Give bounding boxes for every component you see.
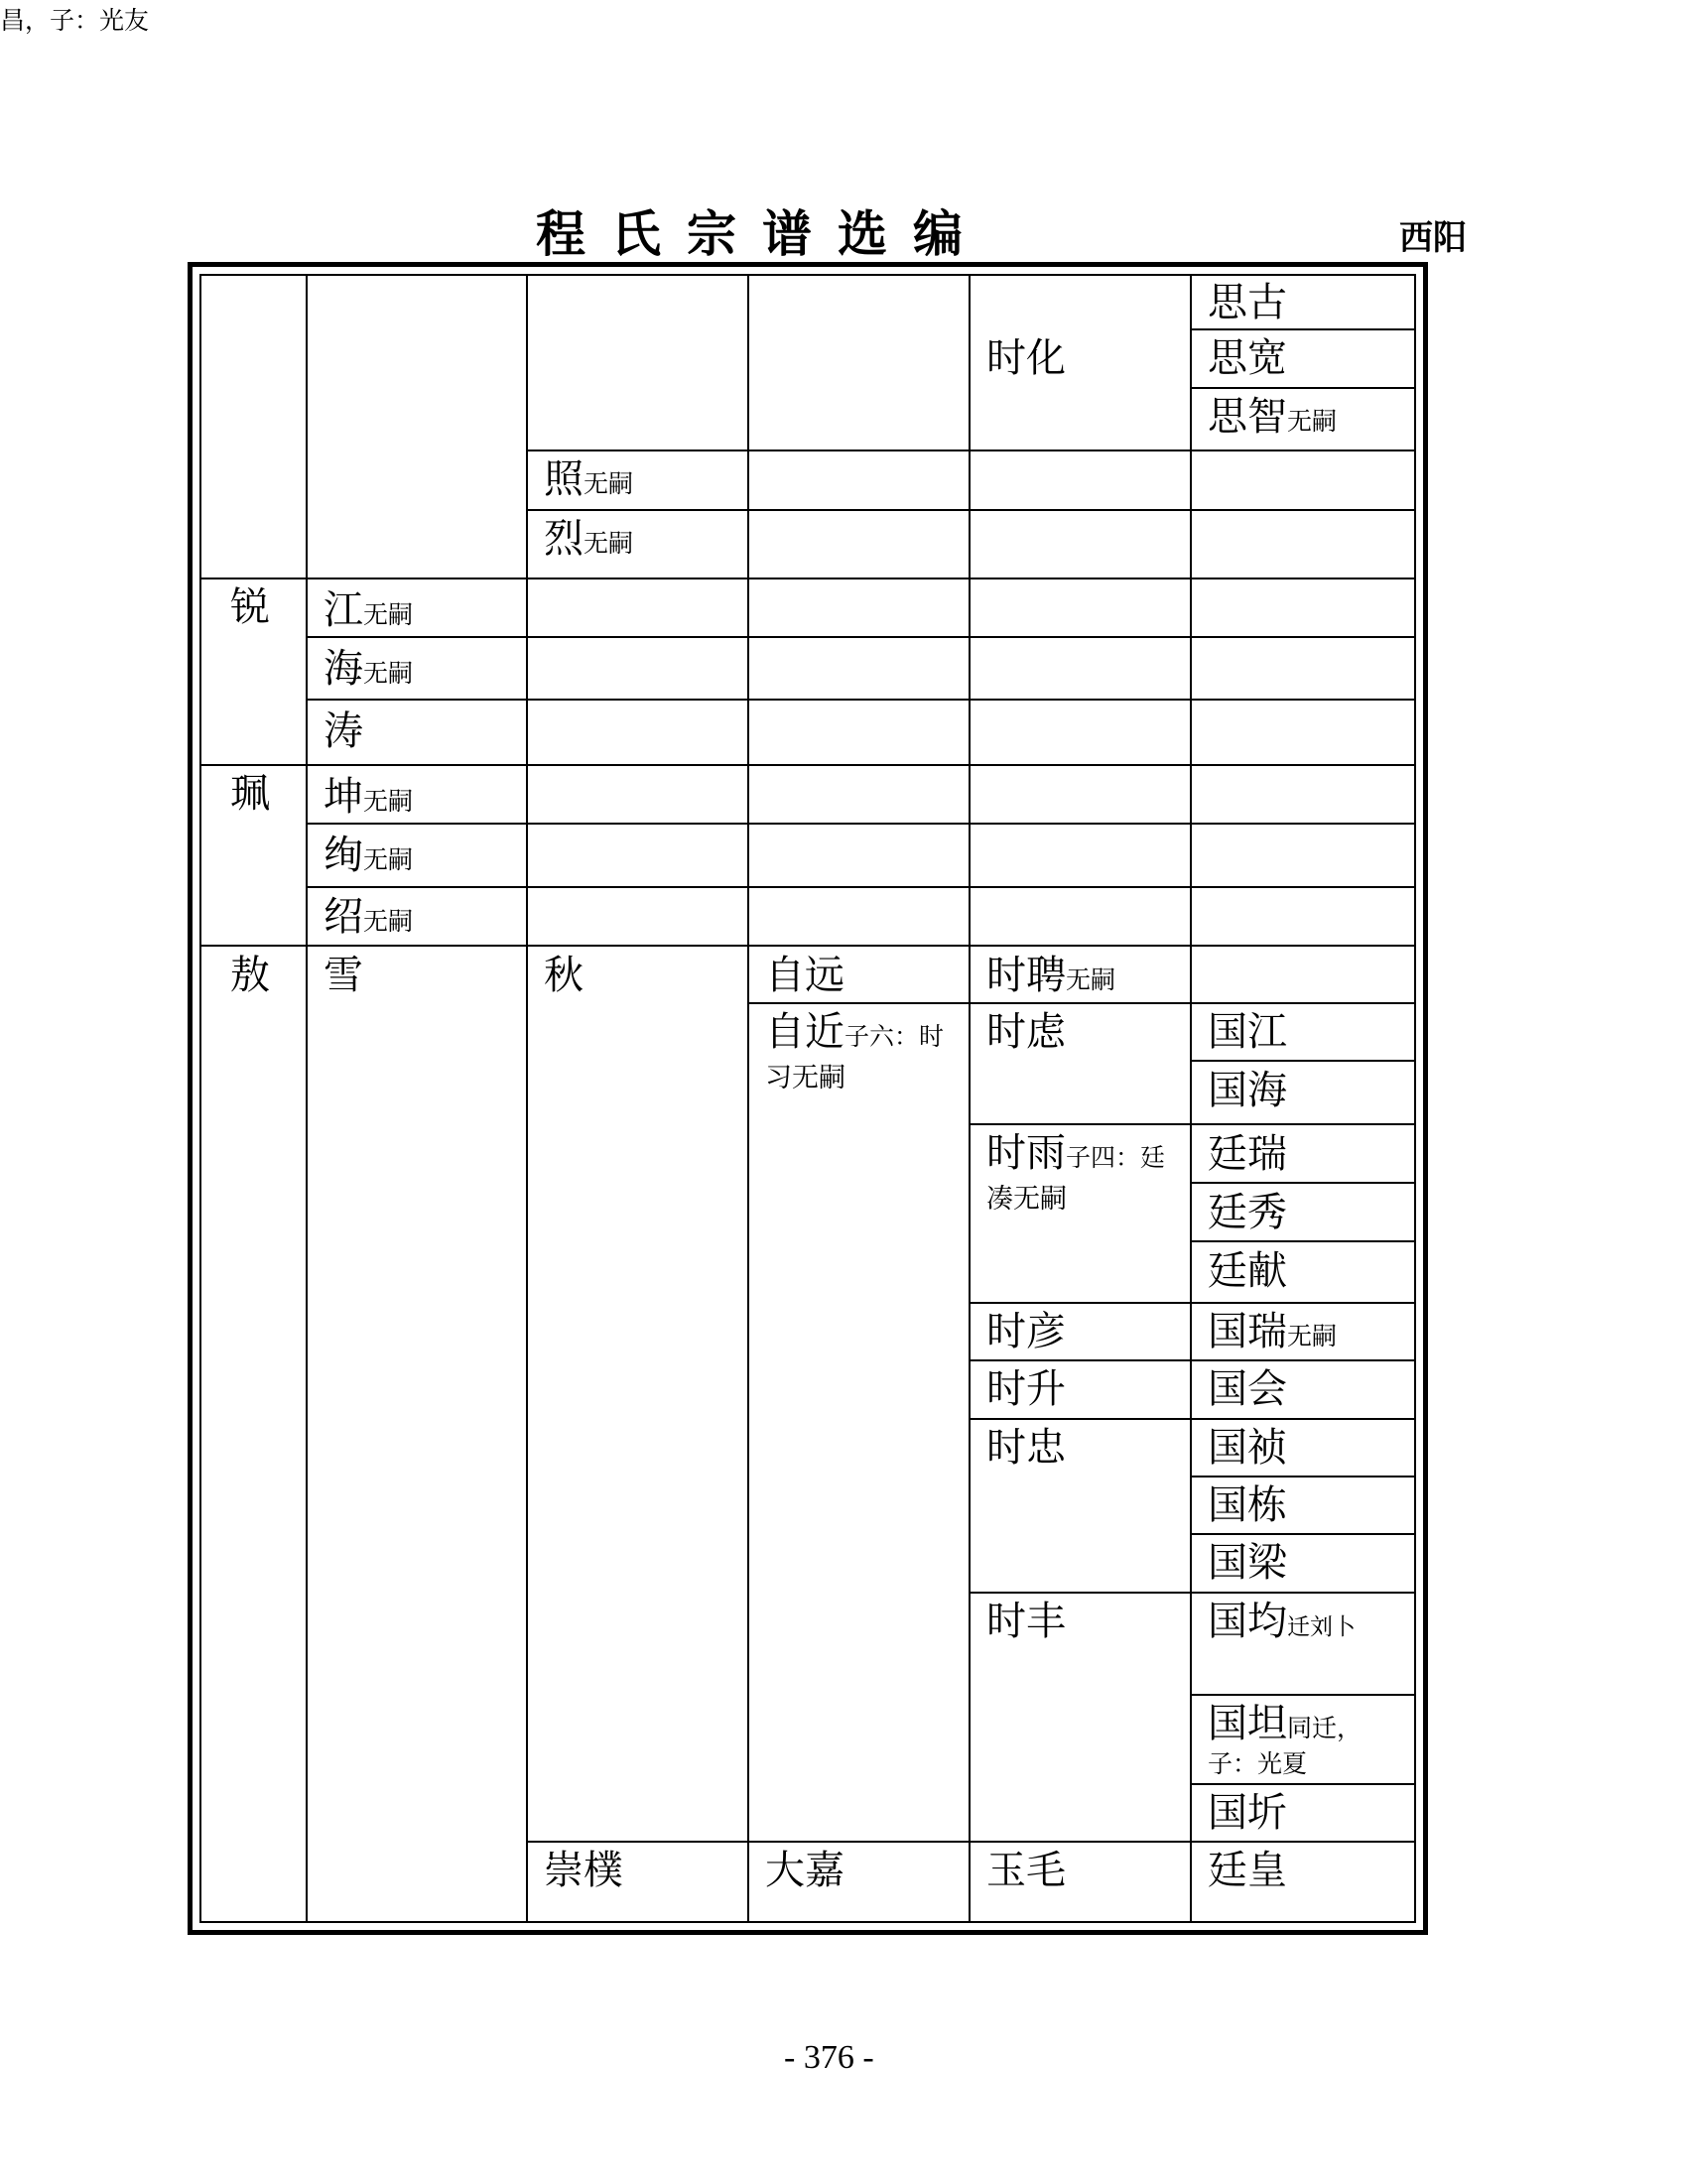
person-name: 时虑	[986, 1009, 1066, 1055]
name-cell	[1192, 1421, 1416, 1475]
name-cell	[308, 890, 526, 949]
genealogy-note: 凑无嗣	[986, 1184, 1067, 1215]
name-cell	[749, 1005, 969, 1064]
person-name: 时丰	[986, 1599, 1066, 1644]
person-name: 雪	[324, 953, 363, 998]
no-heir-note: 无嗣	[1066, 965, 1116, 994]
person-name: 廷秀	[1208, 1190, 1287, 1235]
row-line	[199, 578, 1416, 579]
name-cell	[971, 1005, 1190, 1059]
person-name: 廷瑞	[1208, 1131, 1287, 1177]
page-number: - 376 -	[784, 2039, 874, 2076]
name-cell	[971, 1421, 1190, 1475]
name-cell	[749, 949, 969, 1002]
person-name: 绍	[324, 894, 363, 940]
name-cell	[308, 829, 526, 887]
person-name: 国圻	[1208, 1790, 1287, 1836]
row-line	[1190, 1694, 1416, 1696]
no-heir-note: 无嗣	[363, 659, 414, 688]
person-name: 照	[544, 456, 584, 502]
name-cell	[308, 770, 526, 829]
person-name: 国瑞	[1208, 1309, 1287, 1354]
person-name: 廷皇	[1208, 1848, 1287, 1893]
name-cell	[971, 949, 1190, 1007]
person-name: 秋	[544, 953, 584, 998]
column-line	[969, 274, 971, 1923]
person-name: 玉毛	[986, 1848, 1066, 1893]
person-name: 时化	[986, 335, 1066, 381]
name-cell	[749, 1844, 969, 1897]
person-name: 国海	[1208, 1068, 1287, 1113]
name-cell	[528, 512, 747, 571]
person-name: 国栋	[1208, 1482, 1287, 1528]
no-heir-note: 无嗣	[363, 600, 414, 629]
row-line	[1190, 1240, 1416, 1242]
person-name: 绚	[324, 833, 363, 878]
name-cell	[528, 949, 747, 1002]
genealogy-note: 子四：廷	[1066, 1143, 1166, 1172]
person-name: 国梁	[1208, 1540, 1287, 1586]
name-cell	[1192, 1305, 1416, 1363]
person-name: 珮	[230, 771, 270, 817]
person-name: 时雨	[986, 1130, 1066, 1176]
row-line	[1190, 1476, 1416, 1477]
genealogy-note: 习无嗣	[765, 1063, 845, 1093]
name-cell	[208, 580, 306, 634]
person-name: 时聘	[986, 953, 1066, 998]
name-cell	[308, 949, 526, 1002]
name-cell	[208, 949, 306, 1002]
name-cell	[1192, 1064, 1416, 1117]
person-name: 坤	[324, 774, 363, 820]
name-cell	[1192, 331, 1416, 385]
name-cell	[208, 767, 306, 821]
name-cell	[1192, 1244, 1416, 1298]
person-name: 自近	[765, 1009, 844, 1055]
person-name: 国江	[1208, 1009, 1287, 1055]
name-cell	[971, 1844, 1190, 1897]
person-name: 涛	[324, 708, 363, 754]
name-cell	[308, 642, 526, 701]
name-cell	[971, 1126, 1190, 1185]
name-cell	[1192, 1478, 1416, 1532]
name-cell	[1192, 1127, 1416, 1181]
person-name: 锐	[230, 584, 270, 630]
name-cell	[1192, 276, 1416, 329]
person-name: 廷献	[1208, 1248, 1287, 1294]
no-heir-note: 无嗣	[1287, 1322, 1338, 1350]
person-name: 时忠	[986, 1425, 1066, 1471]
name-cell	[1192, 1362, 1416, 1416]
name-cell	[1192, 1186, 1416, 1239]
row-line	[969, 1302, 1416, 1304]
person-name: 海	[324, 646, 363, 692]
no-heir-note: 无嗣	[1287, 407, 1338, 436]
name-cell	[1192, 1786, 1416, 1840]
no-heir-note: 无嗣	[363, 845, 414, 874]
person-name: 国坦	[1208, 1701, 1287, 1746]
row-line	[1190, 387, 1416, 389]
person-name: 思宽	[1208, 335, 1287, 381]
name-cell	[1192, 390, 1416, 449]
no-heir-note: 无嗣	[363, 787, 414, 816]
person-name: 崇樸	[544, 1848, 623, 1893]
person-name: 大嘉	[765, 1848, 844, 1893]
name-cell	[528, 1844, 747, 1897]
genealogy-note: 昌，子：光友	[0, 6, 150, 35]
column-line	[747, 274, 749, 1923]
row-line	[1190, 1182, 1416, 1184]
name-cell	[971, 1595, 1190, 1648]
person-name: 烈	[544, 516, 584, 562]
row-line	[199, 764, 1416, 766]
person-name: 思古	[1208, 280, 1287, 325]
name-cell	[1192, 1595, 1416, 1654]
genealogy-note: 子：光夏	[1208, 1749, 1308, 1778]
name-cell	[1192, 1844, 1416, 1897]
name-cell	[1192, 1005, 1416, 1059]
genealogy-note: 同迁，	[1287, 1714, 1363, 1742]
genealogy-note: 子六：时	[844, 1022, 945, 1051]
person-name: 江	[324, 587, 363, 633]
no-heir-note: 无嗣	[584, 469, 634, 498]
name-cell	[308, 583, 526, 642]
row-line	[969, 1123, 1416, 1125]
name-cell	[308, 705, 526, 758]
no-heir-note: 无嗣	[584, 529, 634, 558]
page-title: 程氏宗谱选编	[536, 205, 988, 263]
region-label: 西阳	[1399, 218, 1467, 258]
column-line	[306, 274, 308, 1923]
name-cell	[1192, 1536, 1416, 1590]
name-cell	[528, 452, 747, 511]
person-name: 思智	[1208, 394, 1287, 440]
person-name: 时彦	[986, 1309, 1066, 1354]
genealogy-note: 迁刘卜	[1287, 1614, 1356, 1640]
person-name: 国均	[1208, 1599, 1287, 1644]
row-line	[969, 1418, 1416, 1420]
person-name: 国会	[1208, 1366, 1287, 1412]
person-name: 敖	[230, 953, 270, 998]
name-cell	[971, 1305, 1190, 1358]
row-line	[969, 1592, 1416, 1594]
person-name: 自远	[765, 953, 844, 998]
person-name: 时升	[986, 1366, 1066, 1412]
row-line	[1190, 1533, 1416, 1535]
row-line	[1190, 1060, 1416, 1062]
row-line	[526, 450, 1416, 451]
row-line	[526, 1841, 1416, 1843]
person-name: 国祯	[1208, 1425, 1287, 1471]
no-heir-note: 无嗣	[363, 907, 414, 936]
name-cell	[971, 1362, 1190, 1416]
name-cell	[971, 331, 1190, 385]
